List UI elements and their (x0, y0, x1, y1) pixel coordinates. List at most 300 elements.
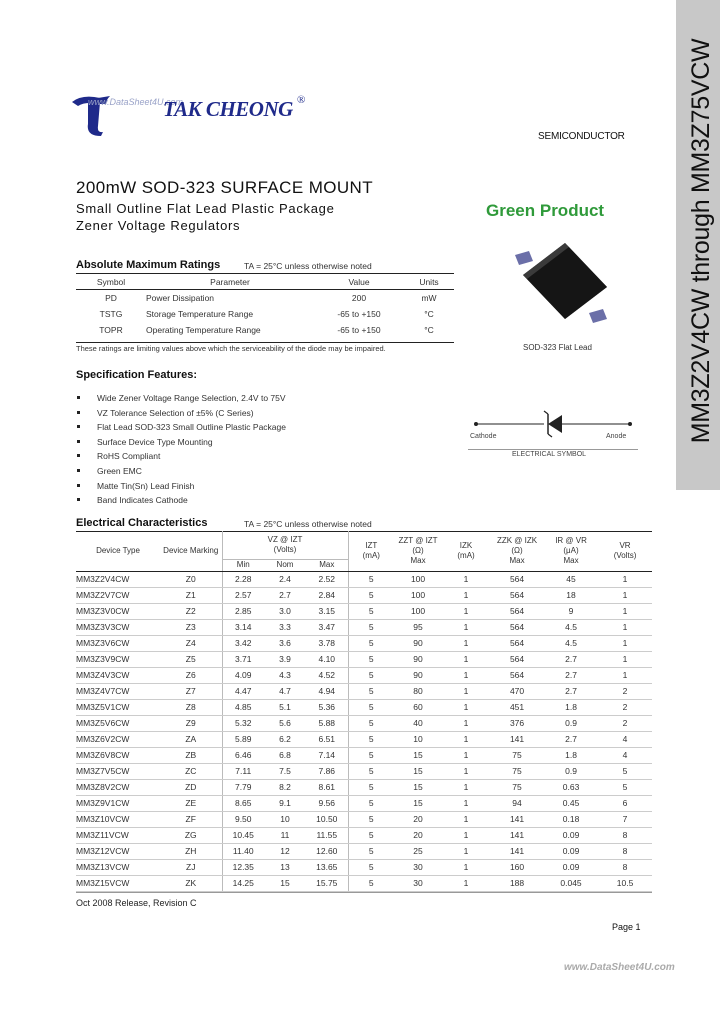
cell-device-marking: Z6 (160, 667, 222, 683)
amr-value: -65 to +150 (337, 309, 381, 319)
cell-vr: 2 (598, 715, 652, 731)
cell-vr: 8 (598, 859, 652, 875)
cell-vz-max: 5.88 (306, 715, 348, 731)
cell-vr: 2 (598, 683, 652, 699)
cell-vz-max: 3.47 (306, 619, 348, 635)
cell-zzt: 95 (394, 619, 442, 635)
cell-device-type: MM3Z4V3CW (76, 667, 160, 683)
cell-zzk: 376 (490, 715, 544, 731)
cell-zzk: 470 (490, 683, 544, 699)
brand-name: TAK CHEONG (163, 97, 293, 121)
amr-symbol: TSTG (99, 309, 123, 319)
cell-vz-nom: 15 (264, 875, 306, 891)
col-zzk-unit: (Ω) (511, 545, 523, 555)
cell-device-marking: Z9 (160, 715, 222, 731)
cell-device-marking: ZA (160, 731, 222, 747)
subtitle-package: Small Outline Flat Lead Plastic Package (76, 201, 335, 216)
cell-vz-nom: 2.7 (264, 587, 306, 603)
cell-vr: 1 (598, 667, 652, 683)
cell-zzk: 564 (490, 635, 544, 651)
cell-zzk: 75 (490, 779, 544, 795)
table-row (76, 306, 454, 322)
cell-device-type: MM3Z3V3CW (76, 619, 160, 635)
cell-device-type: MM3Z13VCW (76, 859, 160, 875)
col-vr-unit: (Volts) (613, 550, 637, 560)
cell-izk: 1 (442, 875, 490, 891)
cell-zzt: 15 (394, 779, 442, 795)
col-izt-unit: (mA) (362, 550, 380, 560)
part-range-text: MM3Z2V4CW through MM3Z75VCW (687, 38, 715, 444)
cell-zzt: 100 (394, 587, 442, 603)
cell-zzk: 188 (490, 875, 544, 891)
col-zzt: ZZT @ IZT (398, 535, 438, 545)
cell-zzt: 10 (394, 731, 442, 747)
cell-izk: 1 (442, 667, 490, 683)
cell-vz-max: 11.55 (306, 827, 348, 843)
cell-ir: 2.7 (544, 667, 598, 683)
cell-device-marking: ZB (160, 747, 222, 763)
cell-izt: 5 (348, 571, 394, 587)
cell-vz-min: 3.42 (222, 635, 264, 651)
cell-zzt: 15 (394, 763, 442, 779)
table-row (76, 875, 652, 891)
col-vz-min: Min (222, 559, 264, 571)
cell-izk: 1 (442, 843, 490, 859)
table-row (76, 715, 652, 731)
col-vz-max: Max (306, 559, 348, 571)
cell-vz-min: 14.25 (222, 875, 264, 891)
table-row (76, 763, 652, 779)
table-row (76, 811, 652, 827)
cell-vr: 5 (598, 763, 652, 779)
cell-zzt: 100 (394, 571, 442, 587)
cell-vz-nom: 2.4 (264, 571, 306, 587)
amr-value: -65 to +150 (337, 325, 381, 335)
cell-vr: 4 (598, 747, 652, 763)
cell-device-marking: Z2 (160, 603, 222, 619)
amr-top-rule (76, 273, 454, 274)
cell-ir: 0.9 (544, 763, 598, 779)
table-row (76, 843, 652, 859)
registered-mark: ® (297, 94, 306, 106)
cell-vz-max: 5.36 (306, 699, 348, 715)
cell-vz-max: 13.65 (306, 859, 348, 875)
cell-ir: 2.7 (544, 683, 598, 699)
cell-ir: 2.7 (544, 731, 598, 747)
cell-zzk: 564 (490, 587, 544, 603)
list-item: Band Indicates Cathode (76, 495, 286, 510)
cell-vz-max: 7.14 (306, 747, 348, 763)
amr-parameter: Power Dissipation (146, 293, 215, 303)
cell-vz-max: 7.86 (306, 763, 348, 779)
col-zzk-max: Max (509, 555, 525, 565)
cell-device-marking: ZE (160, 795, 222, 811)
amr-bottom-rule (76, 342, 454, 343)
amr-col-value: Value (314, 275, 404, 290)
cell-izt: 5 (348, 763, 394, 779)
col-zzt-max: Max (410, 555, 426, 565)
cell-izk: 1 (442, 699, 490, 715)
cell-zzt: 80 (394, 683, 442, 699)
col-ir-max: Max (563, 555, 579, 565)
cell-izt: 5 (348, 779, 394, 795)
cell-vr: 1 (598, 571, 652, 587)
list-item: Green EMC (76, 466, 286, 481)
cell-izt: 5 (348, 667, 394, 683)
amr-symbol: PD (105, 293, 117, 303)
cell-izk: 1 (442, 763, 490, 779)
cell-vr: 8 (598, 827, 652, 843)
cell-device-type: MM3Z5V1CW (76, 699, 160, 715)
cell-vr: 10.5 (598, 875, 652, 891)
cell-ir: 9 (544, 603, 598, 619)
cell-vz-max: 3.15 (306, 603, 348, 619)
cell-device-marking: Z5 (160, 651, 222, 667)
col-ir-unit: (μA) (563, 545, 579, 555)
ec-heading: Electrical Characteristics (76, 517, 208, 529)
symbol-caption: ELECTRICAL SYMBOL (512, 451, 587, 458)
cell-device-marking: ZH (160, 843, 222, 859)
amr-table (76, 275, 454, 338)
cell-vz-min: 8.65 (222, 795, 264, 811)
sod323-package-image (505, 235, 615, 335)
cell-vz-min: 2.57 (222, 587, 264, 603)
amr-condition: TA = 25°C unless otherwise noted (244, 261, 372, 271)
cell-vz-min: 12.35 (222, 859, 264, 875)
cell-zzt: 40 (394, 715, 442, 731)
cell-zzt: 90 (394, 635, 442, 651)
cell-ir: 4.5 (544, 635, 598, 651)
zener-diode-symbol (468, 408, 638, 454)
amr-units: mW (421, 293, 437, 303)
table-row (76, 779, 652, 795)
cell-vz-max: 2.84 (306, 587, 348, 603)
cell-zzk: 564 (490, 619, 544, 635)
subtitle-regulators: Zener Voltage Regulators (76, 218, 241, 233)
cell-ir: 45 (544, 571, 598, 587)
ec-condition: TA = 25°C unless otherwise noted (244, 519, 372, 529)
cell-izt: 5 (348, 587, 394, 603)
cell-vz-min: 7.79 (222, 779, 264, 795)
cell-vz-min: 11.40 (222, 843, 264, 859)
amr-heading: Absolute Maximum Ratings (76, 259, 221, 271)
cell-vz-nom: 4.7 (264, 683, 306, 699)
cell-vz-nom: 6.2 (264, 731, 306, 747)
cell-ir: 0.63 (544, 779, 598, 795)
cell-izk: 1 (442, 619, 490, 635)
cell-zzk: 564 (490, 571, 544, 587)
cell-izt: 5 (348, 747, 394, 763)
cell-vz-nom: 5.6 (264, 715, 306, 731)
cell-device-type: MM3Z6V2CW (76, 731, 160, 747)
cell-vz-min: 7.11 (222, 763, 264, 779)
cell-zzk: 141 (490, 827, 544, 843)
cell-device-marking: ZG (160, 827, 222, 843)
cell-zzk: 141 (490, 811, 544, 827)
cell-izk: 1 (442, 859, 490, 875)
col-vr: VR (619, 540, 631, 550)
cell-zzk: 141 (490, 731, 544, 747)
cell-ir: 0.45 (544, 795, 598, 811)
cell-izk: 1 (442, 811, 490, 827)
cell-ir: 1.8 (544, 747, 598, 763)
cell-izk: 1 (442, 731, 490, 747)
col-vz-nom: Nom (264, 559, 306, 571)
cell-ir: 4.5 (544, 619, 598, 635)
cell-vz-min: 2.85 (222, 603, 264, 619)
cell-vz-max: 4.94 (306, 683, 348, 699)
cell-device-type: MM3Z11VCW (76, 827, 160, 843)
cell-vz-max: 8.61 (306, 779, 348, 795)
cell-device-type: MM3Z2V7CW (76, 587, 160, 603)
cell-device-type: MM3Z12VCW (76, 843, 160, 859)
cell-ir: 0.18 (544, 811, 598, 827)
cell-device-marking: Z4 (160, 635, 222, 651)
cell-vz-min: 4.85 (222, 699, 264, 715)
amr-symbol: TOPR (99, 325, 123, 335)
cell-device-type: MM3Z15VCW (76, 875, 160, 891)
release-note: Oct 2008 Release, Revision C (76, 898, 197, 908)
cell-device-marking: Z1 (160, 587, 222, 603)
cell-device-type: MM3Z2V4CW (76, 571, 160, 587)
cell-vz-nom: 4.3 (264, 667, 306, 683)
col-izt: IZT (365, 540, 378, 550)
col-vz-unit: (Volts) (273, 544, 297, 554)
cell-zzk: 75 (490, 747, 544, 763)
cell-vz-max: 6.51 (306, 731, 348, 747)
cell-vz-min: 4.09 (222, 667, 264, 683)
page-title: 200mW SOD-323 SURFACE MOUNT (76, 178, 374, 197)
cell-vz-max: 10.50 (306, 811, 348, 827)
amr-parameter: Storage Temperature Range (146, 309, 254, 319)
cell-vz-min: 5.89 (222, 731, 264, 747)
cell-izt: 5 (348, 795, 394, 811)
amr-parameter: Operating Temperature Range (146, 325, 261, 335)
cell-device-marking: Z3 (160, 619, 222, 635)
cell-zzk: 141 (490, 843, 544, 859)
part-range-sidebar (676, 0, 720, 490)
cell-zzk: 451 (490, 699, 544, 715)
cell-vz-min: 9.50 (222, 811, 264, 827)
table-row (76, 619, 652, 635)
cell-izt: 5 (348, 875, 394, 891)
cell-ir: 0.045 (544, 875, 598, 891)
cell-vz-min: 3.71 (222, 651, 264, 667)
cell-vz-min: 10.45 (222, 827, 264, 843)
cell-vz-max: 15.75 (306, 875, 348, 891)
col-zzk: ZZK @ IZK (496, 535, 538, 545)
cell-vz-max: 12.60 (306, 843, 348, 859)
package-caption: SOD-323 Flat Lead (523, 343, 592, 352)
cell-izk: 1 (442, 635, 490, 651)
cathode-label: Cathode (470, 433, 497, 440)
cell-izk: 1 (442, 603, 490, 619)
cell-ir: 0.09 (544, 843, 598, 859)
table-row (76, 795, 652, 811)
col-izk-unit: (mA) (457, 550, 475, 560)
anode-label: Anode (606, 433, 627, 440)
cell-izt: 5 (348, 699, 394, 715)
cell-vz-min: 5.32 (222, 715, 264, 731)
cell-vz-max: 4.10 (306, 651, 348, 667)
table-row (76, 571, 652, 587)
amr-units: °C (424, 325, 434, 335)
table-row (76, 683, 652, 699)
spec-heading: Specification Features: (76, 369, 198, 381)
cell-vz-min: 4.47 (222, 683, 264, 699)
cell-izk: 1 (442, 715, 490, 731)
cell-device-type: MM3Z8V2CW (76, 779, 160, 795)
table-row (76, 587, 652, 603)
cell-izt: 5 (348, 827, 394, 843)
cell-izk: 1 (442, 779, 490, 795)
cell-device-type: MM3Z4V7CW (76, 683, 160, 699)
cell-zzk: 564 (490, 667, 544, 683)
table-row (76, 322, 454, 338)
cell-vr: 6 (598, 795, 652, 811)
cell-ir: 0.09 (544, 827, 598, 843)
cell-izk: 1 (442, 571, 490, 587)
cell-zzt: 30 (394, 875, 442, 891)
cell-vz-nom: 13 (264, 859, 306, 875)
cell-izk: 1 (442, 651, 490, 667)
amr-col-symbol: Symbol (76, 275, 146, 290)
cell-vr: 8 (598, 843, 652, 859)
cell-vz-min: 2.28 (222, 571, 264, 587)
list-item: Surface Device Type Mounting (76, 437, 286, 452)
cell-vr: 1 (598, 651, 652, 667)
cell-vz-nom: 5.1 (264, 699, 306, 715)
cell-device-marking: ZC (160, 763, 222, 779)
cell-vz-nom: 8.2 (264, 779, 306, 795)
cell-zzt: 15 (394, 747, 442, 763)
cell-zzk: 160 (490, 859, 544, 875)
cell-izt: 5 (348, 843, 394, 859)
cell-device-marking: ZD (160, 779, 222, 795)
cell-zzt: 90 (394, 651, 442, 667)
table-row (76, 731, 652, 747)
cell-izk: 1 (442, 827, 490, 843)
amr-units: °C (424, 309, 434, 319)
watermark-bottom: www.DataSheet4U.com (564, 962, 675, 973)
cell-zzk: 564 (490, 603, 544, 619)
cell-izt: 5 (348, 635, 394, 651)
cell-vz-min: 3.14 (222, 619, 264, 635)
cell-vz-nom: 3.3 (264, 619, 306, 635)
cell-vz-nom: 7.5 (264, 763, 306, 779)
footer-rule (76, 892, 652, 893)
cell-vz-min: 6.46 (222, 747, 264, 763)
cell-device-type: MM3Z9V1CW (76, 795, 160, 811)
semiconductor-label: SEMICONDUCTOR (538, 131, 625, 142)
cell-ir: 0.9 (544, 715, 598, 731)
cell-zzt: 15 (394, 795, 442, 811)
cell-zzt: 20 (394, 811, 442, 827)
cell-vr: 5 (598, 779, 652, 795)
cell-vr: 7 (598, 811, 652, 827)
cell-vr: 2 (598, 699, 652, 715)
cell-device-type: MM3Z5V6CW (76, 715, 160, 731)
cell-izt: 5 (348, 811, 394, 827)
cell-vz-nom: 12 (264, 843, 306, 859)
cell-izt: 5 (348, 859, 394, 875)
col-device-marking: Device Marking (163, 545, 219, 555)
table-row (76, 827, 652, 843)
col-vz: VZ @ IZT (267, 534, 303, 544)
cell-zzt: 30 (394, 859, 442, 875)
table-row (76, 290, 454, 307)
cell-vz-nom: 3.6 (264, 635, 306, 651)
cell-device-marking: ZF (160, 811, 222, 827)
amr-col-units: Units (404, 275, 454, 290)
col-zzt-unit: (Ω) (412, 545, 424, 555)
table-row (76, 747, 652, 763)
col-ir: IR @ VR (555, 535, 587, 545)
cell-vr: 1 (598, 587, 652, 603)
cell-device-marking: Z8 (160, 699, 222, 715)
cell-zzt: 60 (394, 699, 442, 715)
cell-zzt: 20 (394, 827, 442, 843)
cell-device-type: MM3Z6V8CW (76, 747, 160, 763)
cell-izk: 1 (442, 747, 490, 763)
cell-izk: 1 (442, 795, 490, 811)
cell-izt: 5 (348, 651, 394, 667)
col-izk: IZK (459, 540, 473, 550)
cell-vz-nom: 3.0 (264, 603, 306, 619)
cell-vr: 1 (598, 635, 652, 651)
cell-zzk: 94 (490, 795, 544, 811)
cell-vz-nom: 6.8 (264, 747, 306, 763)
cell-izt: 5 (348, 603, 394, 619)
cell-ir: 18 (544, 587, 598, 603)
cell-izt: 5 (348, 619, 394, 635)
col-device-type: Device Type (96, 545, 140, 555)
cell-izt: 5 (348, 731, 394, 747)
list-item: RoHS Compliant (76, 451, 286, 466)
list-item: Wide Zener Voltage Range Selection, 2.4V to 75V (76, 393, 286, 408)
spec-feature-list (76, 393, 286, 510)
list-item: VZ Tolerance Selection of ±5% (C Series) (76, 408, 286, 423)
cell-vz-nom: 11 (264, 827, 306, 843)
table-row (76, 699, 652, 715)
cell-vz-max: 3.78 (306, 635, 348, 651)
cell-izt: 5 (348, 715, 394, 731)
table-row (76, 651, 652, 667)
cell-vr: 1 (598, 619, 652, 635)
symbol-rule (468, 449, 638, 450)
cell-device-marking: Z7 (160, 683, 222, 699)
page-number: Page 1 (612, 922, 641, 932)
cell-izk: 1 (442, 683, 490, 699)
cell-device-type: MM3Z3V9CW (76, 651, 160, 667)
cell-ir: 2.7 (544, 651, 598, 667)
table-row (76, 603, 652, 619)
cell-ir: 0.09 (544, 859, 598, 875)
cell-device-type: MM3Z7V5CW (76, 763, 160, 779)
cell-device-marking: Z0 (160, 571, 222, 587)
cell-ir: 1.8 (544, 699, 598, 715)
amr-value: 200 (351, 293, 367, 303)
list-item: Matte Tin(Sn) Lead Finish (76, 481, 286, 496)
table-row (76, 635, 652, 651)
cell-vz-max: 4.52 (306, 667, 348, 683)
list-item: Flat Lead SOD-323 Small Outline Plastic Package (76, 422, 286, 437)
green-product-label: Green Product (486, 201, 605, 220)
table-row (76, 859, 652, 875)
cell-zzk: 564 (490, 651, 544, 667)
electrical-characteristics-table (76, 531, 652, 892)
cell-zzt: 90 (394, 667, 442, 683)
